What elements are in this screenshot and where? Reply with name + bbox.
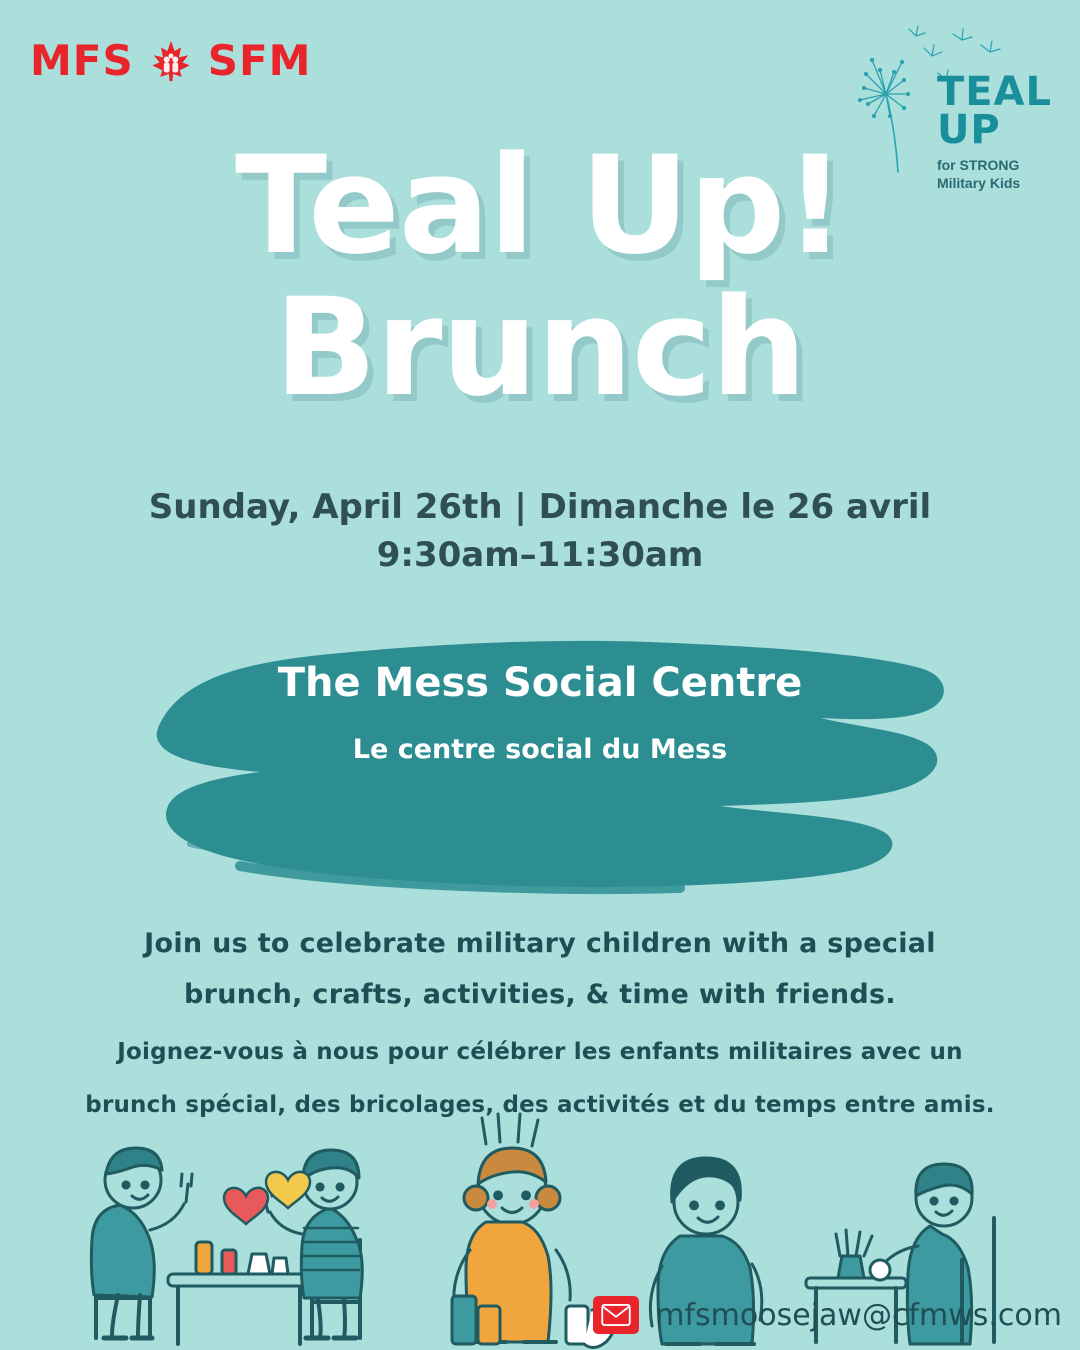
description-fr-line-1: Joignez-vous à nous pour célébrer les enfants militaires avec un [117, 1038, 963, 1065]
title-line-2: Brunch [274, 269, 806, 427]
tealup-tagline-2: Military Kids [936, 174, 1021, 191]
mfs-sfm-logo [30, 36, 311, 85]
contact-email-bar[interactable] [579, 1290, 1080, 1340]
mfs-label: MFS [30, 36, 134, 85]
description-en-line-2: brunch, crafts, activities, & time with friends. [184, 979, 896, 1011]
event-date-block [0, 487, 1080, 575]
contact-email[interactable]: mfsmoosejaw@cfmws.com [655, 1297, 1062, 1333]
title-line-1: Teal Up! [235, 127, 845, 284]
event-date: Sunday, April 26th | Dimanche le 26 avril [148, 487, 932, 527]
sfm-label: SFM [207, 36, 312, 85]
venue-name-en: The Mess Social Centre [277, 660, 803, 706]
venue-text-block [0, 660, 1080, 765]
event-time: 9:30am–11:30am [376, 535, 704, 575]
maple-leaf-icon [148, 38, 194, 84]
venue-name-fr: Le centre social du Mess [352, 734, 728, 765]
description-fr-line-2: brunch spécial, des bricolages, des activités et du temps entre amis. [85, 1092, 995, 1119]
tealup-tagline-1: for STRONG [936, 157, 1020, 174]
envelope-icon [593, 1296, 639, 1334]
page-title [0, 127, 1080, 427]
tealup-line1: TEAL [936, 69, 1052, 115]
description-en-line-1: Join us to celebrate military children with a special [144, 928, 936, 959]
tealup-line2: UP [936, 106, 1001, 153]
description-block [60, 918, 1020, 1128]
